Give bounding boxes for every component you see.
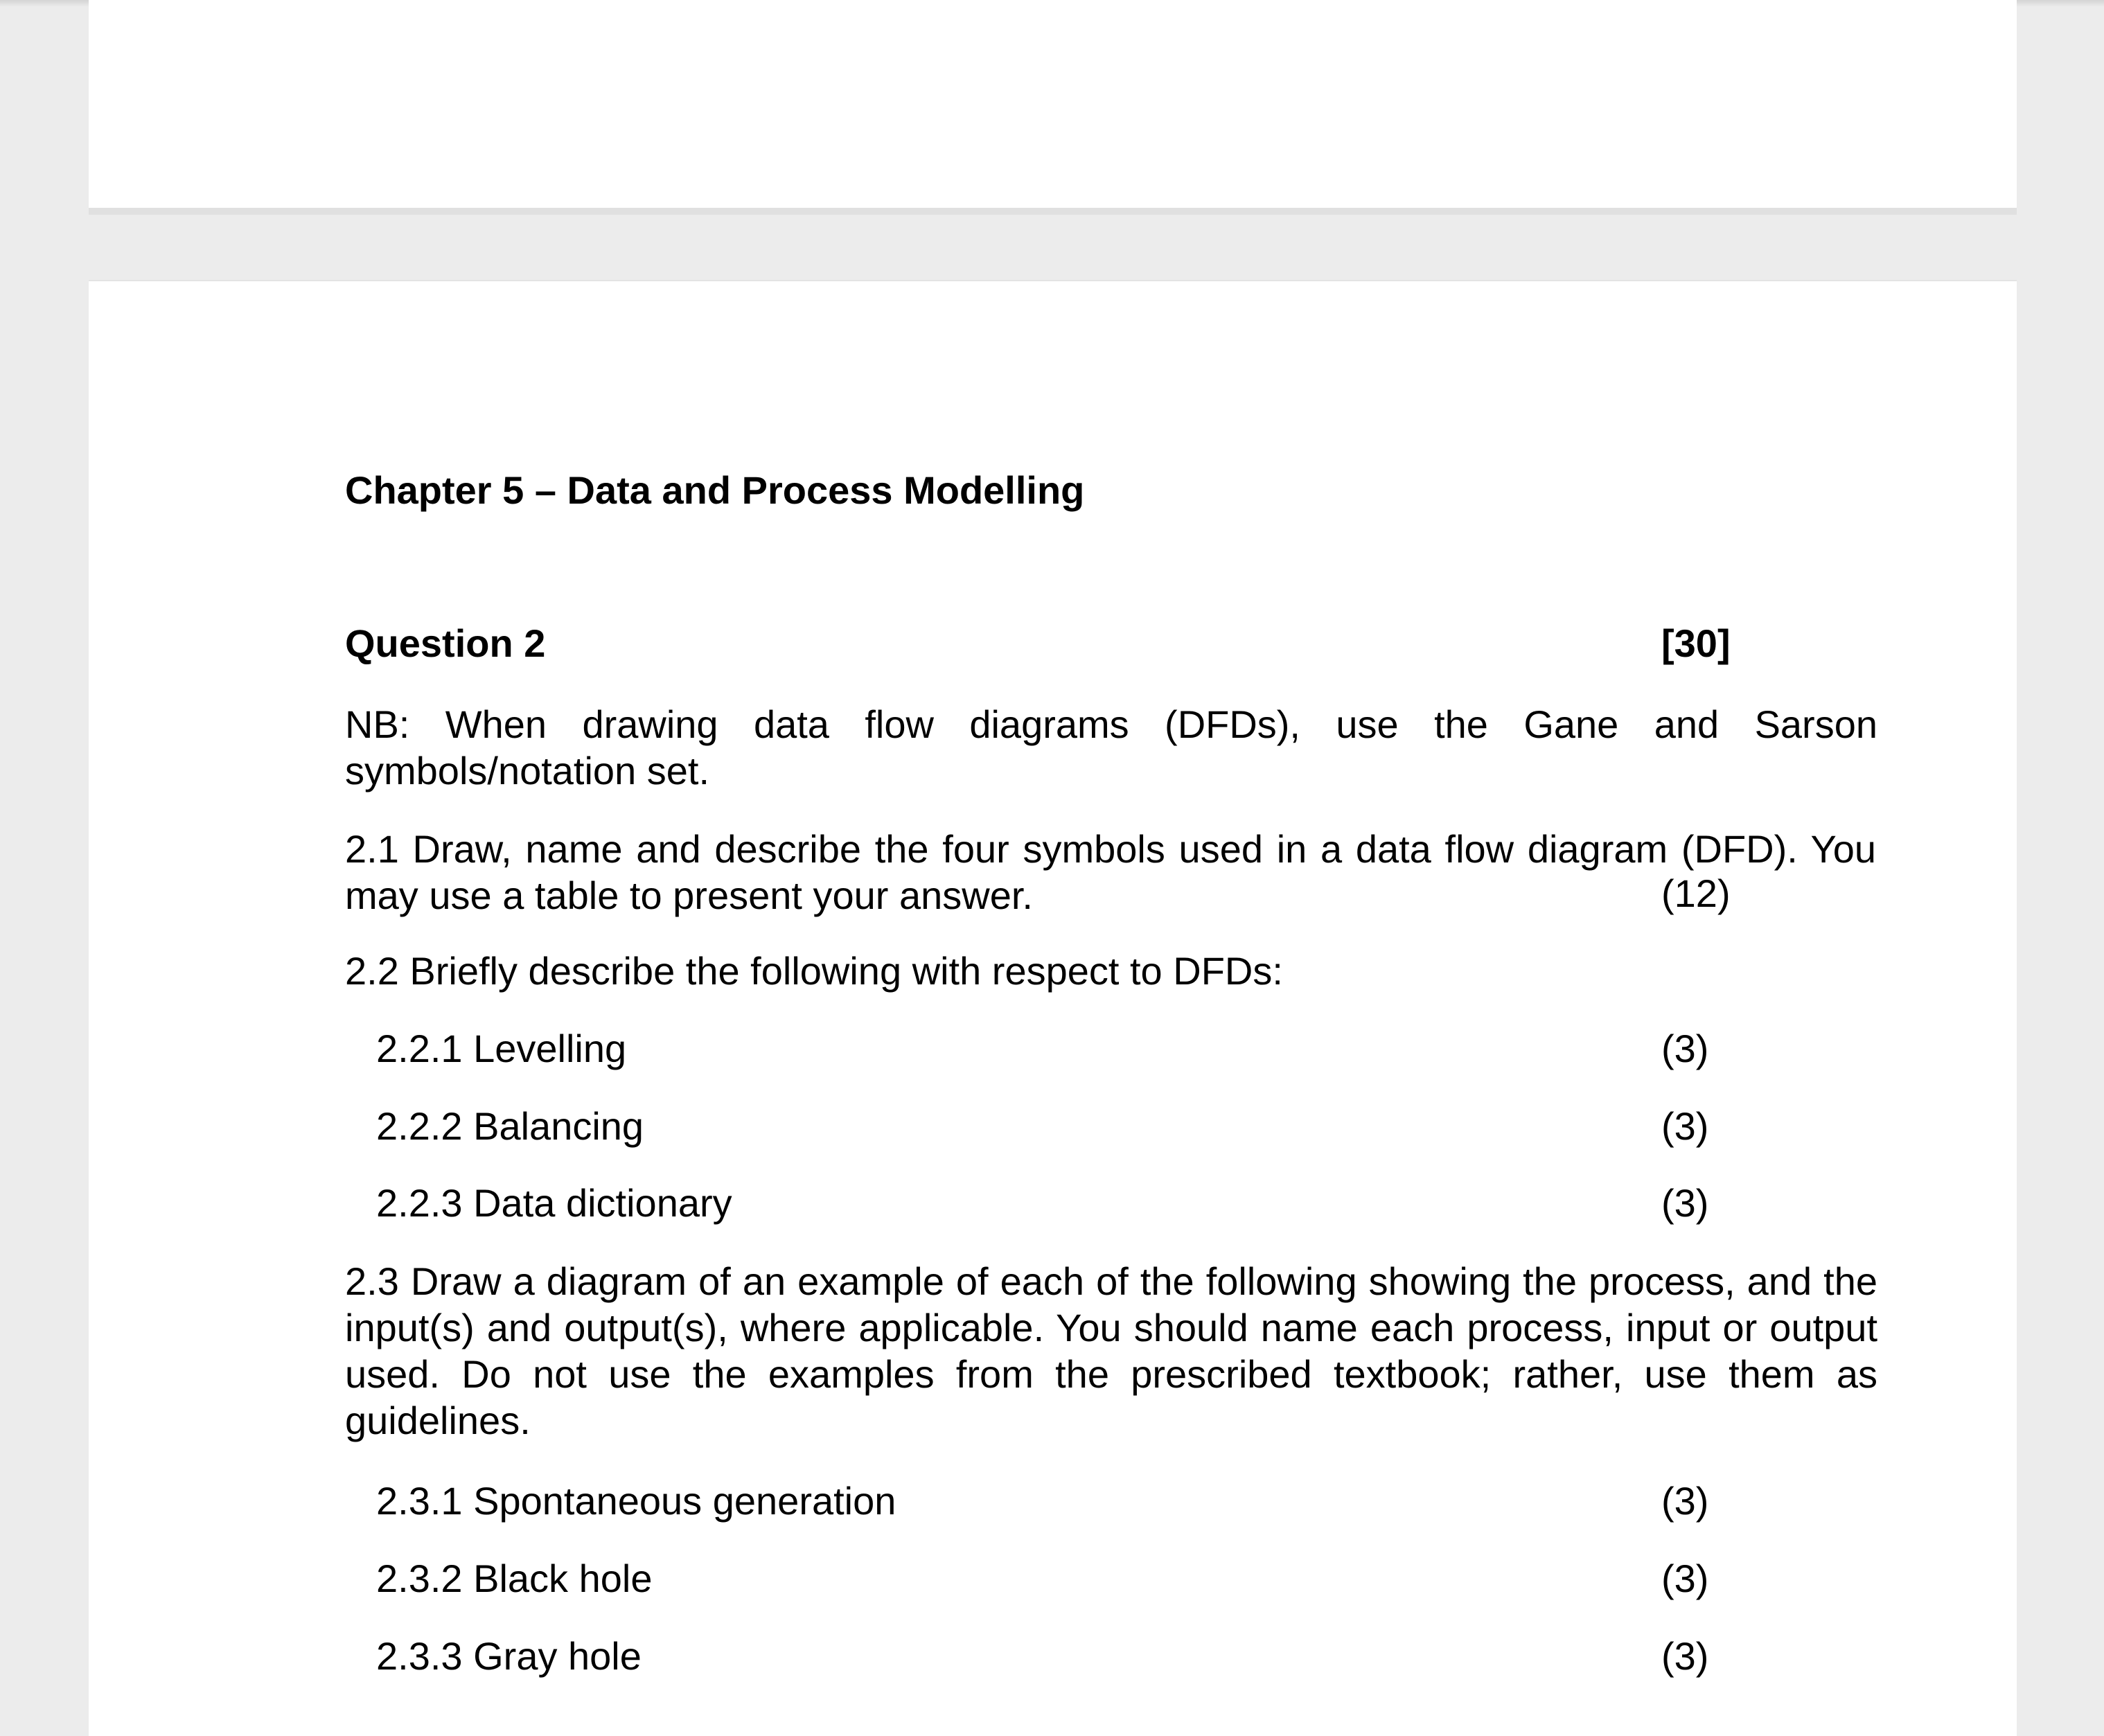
question-2-1-text: 2.1 Draw, name and describe the four symbols used in a data flow diagram (DFD). You may use a table to present your answer.	[345, 827, 1876, 917]
question-2-1-marks: (12)	[1661, 871, 1731, 915]
question-2-2-text: 2.2 Briefly describe the following with respect to DFDs:	[345, 949, 1283, 993]
question-2-3-2-label: 2.3.2 Black hole	[376, 1557, 653, 1600]
question-title: Question 2	[345, 621, 546, 665]
question-2-2-1-marks: (3)	[1661, 1027, 1709, 1070]
question-2-3-text: 2.3 Draw a diagram of an example of each of the following showing the process, and the input(s) and output(s), where applicable. You should name each process, input or output used. Do not use the examples from the prescribed textbook; rather, use them as guidelines.	[345, 1259, 1877, 1442]
question-2-2-1-label: 2.2.1 Levelling	[376, 1027, 627, 1070]
question-2-3-3-marks: (3)	[1661, 1634, 1709, 1678]
question-2-2-3-label: 2.2.3 Data dictionary	[376, 1181, 732, 1225]
question-total-marks: [30]	[1661, 621, 1731, 665]
question-2-3-1-marks: (3)	[1661, 1479, 1709, 1523]
question-2-3-2-marks: (3)	[1661, 1557, 1709, 1600]
previous-page	[89, 0, 2017, 215]
question-2-2-2-label: 2.2.2 Balancing	[376, 1104, 644, 1148]
question-2-2-2-marks: (3)	[1661, 1104, 1709, 1148]
question-2-2-3-marks: (3)	[1661, 1181, 1709, 1225]
question-2-3-1-label: 2.3.1 Spontaneous generation	[376, 1479, 896, 1523]
chapter-title: Chapter 5 – Data and Process Modelling	[345, 468, 1085, 512]
current-page	[89, 280, 2017, 1736]
nb-note: NB: When drawing data flow diagrams (DFDs), use the Gane and Sarson symbols/notation set.	[345, 702, 1877, 792]
question-2-3-3-label: 2.3.3 Gray hole	[376, 1634, 642, 1678]
